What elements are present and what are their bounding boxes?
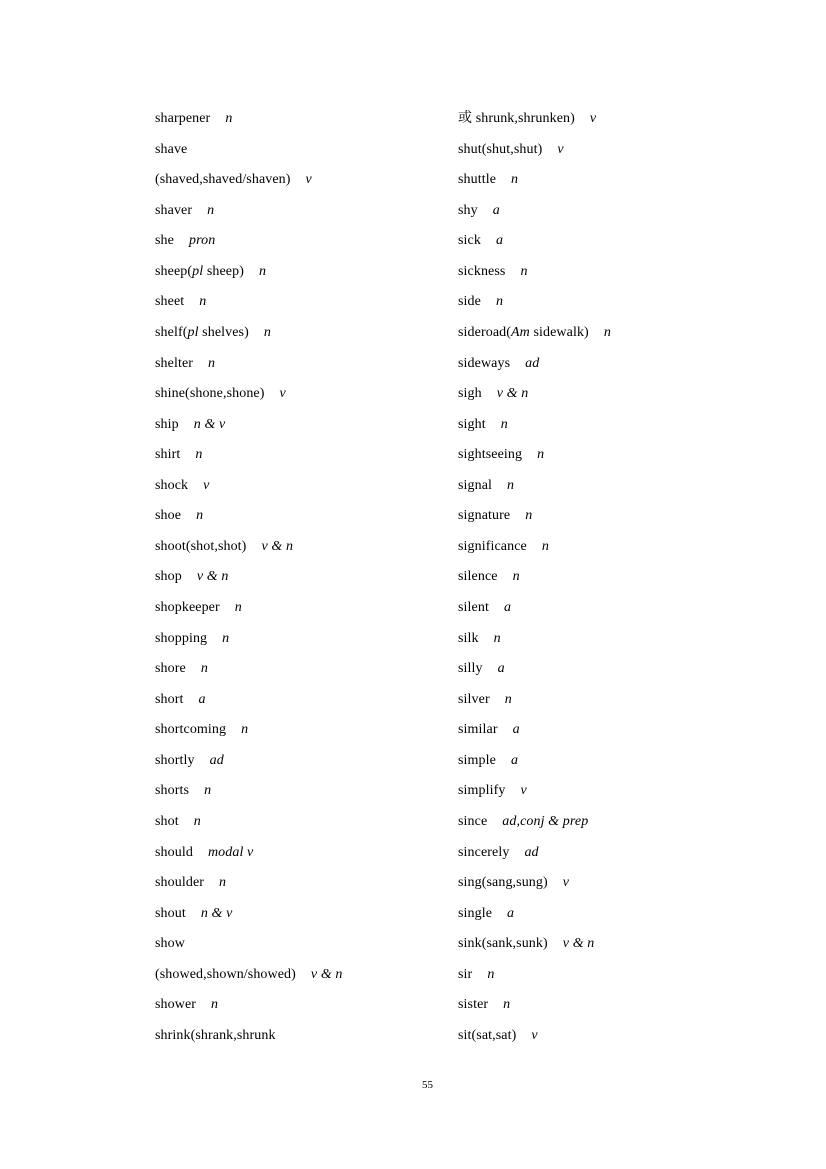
word-text xyxy=(458,356,510,371)
word-segment: shoe xyxy=(155,508,182,524)
word-entry xyxy=(155,899,458,930)
part-of-speech-tag: v & n xyxy=(496,386,529,402)
word-text xyxy=(155,111,210,126)
part-of-speech-tag: n xyxy=(204,783,212,799)
part-of-speech-tag: n xyxy=(208,355,216,371)
word-segment: silent xyxy=(458,600,489,615)
word-entry xyxy=(155,746,458,777)
word-segment: sidewalk) xyxy=(529,324,589,340)
word-entry xyxy=(155,135,458,166)
part-of-speech-tag: n xyxy=(520,263,528,279)
part-of-speech-tag: n xyxy=(511,172,519,188)
word-segment: sir xyxy=(458,966,473,982)
part-of-speech-tag: v xyxy=(557,141,564,157)
word-segment: sit(sat,sat) xyxy=(458,1027,517,1043)
word-text xyxy=(458,936,548,951)
word-entry xyxy=(155,440,458,471)
word-text xyxy=(458,264,505,279)
word-entry xyxy=(155,1021,458,1052)
word-segment: shop xyxy=(155,569,182,585)
part-of-speech-tag: v & n xyxy=(562,936,595,952)
word-segment: shock xyxy=(155,477,189,493)
part-of-speech-tag: ad,conj & prep xyxy=(502,813,589,829)
word-text xyxy=(458,203,478,218)
word-list-column-right xyxy=(458,104,761,1051)
part-of-speech-tag: n & v xyxy=(193,416,226,432)
word-segment: silly xyxy=(458,661,483,677)
part-of-speech-tag: v xyxy=(589,111,597,126)
word-entry xyxy=(155,104,458,135)
word-segment: shine(shone,shone) xyxy=(155,386,265,402)
word-entry xyxy=(155,349,458,380)
word-text xyxy=(155,569,182,584)
part-of-speech-tag: a xyxy=(497,661,505,677)
word-entry xyxy=(458,960,761,991)
word-text xyxy=(155,264,244,279)
part-of-speech-tag: n xyxy=(493,630,501,646)
part-of-speech-tag: ad xyxy=(525,355,540,371)
word-text xyxy=(155,539,246,554)
part-of-speech-tag: ad xyxy=(209,752,224,768)
word-text xyxy=(155,906,186,921)
word-list xyxy=(155,104,795,1051)
word-text xyxy=(155,845,193,860)
word-text xyxy=(458,814,487,829)
word-text xyxy=(155,783,189,798)
word-entry xyxy=(458,471,761,502)
word-text xyxy=(155,325,249,340)
part-of-speech-tag: n xyxy=(541,538,549,554)
word-text xyxy=(458,386,482,401)
word-text xyxy=(458,967,472,982)
part-of-speech-tag: a xyxy=(198,691,206,707)
word-text xyxy=(458,447,522,462)
part-of-speech-tag: n xyxy=(195,447,203,463)
word-segment: sheep) xyxy=(203,263,244,279)
word-segment: shortly xyxy=(155,752,195,768)
word-entry xyxy=(458,501,761,532)
word-segment: sigh xyxy=(458,386,482,402)
word-entry xyxy=(155,532,458,563)
part-of-speech-tag: n xyxy=(225,111,233,126)
word-text xyxy=(155,478,188,493)
word-entry xyxy=(155,593,458,624)
part-of-speech-tag: a xyxy=(492,202,500,218)
word-entry xyxy=(458,624,761,655)
part-of-speech-tag: ad xyxy=(524,844,539,860)
part-of-speech-tag: n xyxy=(241,722,249,738)
word-entry xyxy=(458,379,761,410)
part-of-speech-tag: n xyxy=(525,508,533,524)
word-list-column-left xyxy=(155,104,458,1051)
word-segment: sheep( xyxy=(155,263,193,279)
word-text xyxy=(458,417,486,432)
part-of-speech-tag: v & n xyxy=(261,538,294,554)
word-segment: sincerely xyxy=(458,844,510,860)
word-text xyxy=(458,478,492,493)
word-text xyxy=(155,814,179,829)
word-segment: shoot(shot,shot) xyxy=(155,538,247,554)
word-entry xyxy=(155,226,458,257)
word-segment: sightseeing xyxy=(458,447,523,463)
part-of-speech-tag: n xyxy=(258,263,267,279)
word-entry xyxy=(458,226,761,257)
part-of-speech-tag: v & n xyxy=(310,966,343,982)
part-of-speech-tag: n xyxy=(495,294,504,310)
word-segment: (showed,shown/showed) xyxy=(155,966,296,982)
word-text xyxy=(458,661,483,676)
word-entry xyxy=(155,165,458,196)
word-text xyxy=(155,661,186,676)
part-of-speech-tag: n xyxy=(200,661,208,677)
word-entry xyxy=(155,868,458,899)
word-text xyxy=(155,753,195,768)
word-entry xyxy=(155,318,458,349)
word-entry xyxy=(458,135,761,166)
word-segment: should xyxy=(155,844,193,860)
word-segment: sheet xyxy=(155,294,185,310)
part-of-speech-tag: n xyxy=(500,416,508,432)
word-text xyxy=(155,203,192,218)
word-entry xyxy=(458,776,761,807)
word-segment: show xyxy=(155,936,185,952)
word-entry xyxy=(458,685,761,716)
word-text xyxy=(155,447,180,462)
word-text xyxy=(458,508,510,523)
word-text xyxy=(458,539,527,554)
word-text xyxy=(458,783,505,798)
word-segment: shy xyxy=(458,202,478,218)
part-of-speech-tag: a xyxy=(510,752,519,768)
word-segment: silence xyxy=(458,569,498,585)
word-segment: sing(sang,sung) xyxy=(458,875,548,891)
word-entry xyxy=(155,685,458,716)
word-segment: shelf( xyxy=(155,324,188,340)
word-segment: silver xyxy=(458,691,490,707)
word-entry xyxy=(155,715,458,746)
word-text xyxy=(155,997,196,1012)
word-entry xyxy=(155,471,458,502)
word-entry xyxy=(155,379,458,410)
word-text xyxy=(458,142,542,157)
word-segment: she xyxy=(155,233,174,249)
word-entry xyxy=(458,807,761,838)
word-text xyxy=(458,845,509,860)
word-segment: since xyxy=(458,813,488,829)
part-of-speech-tag: n xyxy=(193,813,201,829)
word-segment: shelter xyxy=(155,355,194,371)
word-segment: sideroad( xyxy=(458,324,511,340)
word-text xyxy=(458,172,496,187)
word-segment: shorts xyxy=(155,783,190,799)
word-entry xyxy=(155,257,458,288)
word-entry xyxy=(155,410,458,441)
word-entry xyxy=(458,532,761,563)
part-of-speech-tag: n xyxy=(263,324,271,340)
word-segment: shoulder xyxy=(155,875,205,891)
word-segment: silk xyxy=(458,630,479,646)
part-of-speech-tag: n xyxy=(512,569,520,585)
word-text xyxy=(458,692,490,707)
word-segment: shut(shut,shut) xyxy=(458,141,543,157)
word-segment: sideways xyxy=(458,355,511,371)
word-segment: shore xyxy=(155,661,186,677)
word-segment: sight xyxy=(458,416,486,432)
part-of-speech-tag: n xyxy=(199,294,207,310)
part-of-speech-tag: v xyxy=(562,875,570,891)
word-entry xyxy=(458,593,761,624)
word-segment: simplify xyxy=(458,783,506,799)
word-text xyxy=(155,1028,276,1043)
part-of-speech-tag: v xyxy=(203,477,210,493)
word-entry xyxy=(458,929,761,960)
word-entry xyxy=(458,838,761,869)
word-abbreviation-italic: pl xyxy=(192,263,204,279)
word-segment: signature xyxy=(458,508,511,524)
word-text xyxy=(458,569,498,584)
word-text xyxy=(458,111,575,126)
part-of-speech-tag: a xyxy=(512,722,520,738)
word-entry xyxy=(458,1021,761,1052)
word-entry xyxy=(155,196,458,227)
part-of-speech-tag: n xyxy=(234,600,242,615)
word-entry xyxy=(458,440,761,471)
part-of-speech-tag: n xyxy=(503,997,511,1013)
word-segment: 或 shrunk,shrunken) xyxy=(458,111,575,126)
word-entry xyxy=(155,807,458,838)
part-of-speech-tag: n xyxy=(507,477,515,493)
word-text xyxy=(155,172,291,187)
word-segment: shower xyxy=(155,997,197,1013)
word-text xyxy=(458,600,489,615)
word-text xyxy=(458,1028,516,1043)
word-segment: sickness xyxy=(458,263,506,279)
word-text xyxy=(155,967,296,982)
word-segment: shopping xyxy=(155,630,208,646)
word-entry xyxy=(458,410,761,441)
part-of-speech-tag: v xyxy=(531,1027,538,1043)
word-entry xyxy=(458,868,761,899)
word-text xyxy=(155,722,226,737)
word-segment: shrink(shrank,shrunk xyxy=(155,1027,276,1043)
part-of-speech-tag: n xyxy=(222,630,230,646)
word-abbreviation-italic: Am xyxy=(511,324,530,340)
word-text xyxy=(458,325,589,340)
part-of-speech-tag: a xyxy=(503,600,512,615)
word-entry xyxy=(458,104,761,135)
word-segment: sister xyxy=(458,997,489,1013)
word-entry xyxy=(458,318,761,349)
part-of-speech-tag: n xyxy=(219,875,227,891)
part-of-speech-tag: modal v xyxy=(207,844,254,860)
word-text xyxy=(155,142,187,157)
word-segment: simple xyxy=(458,752,496,768)
word-text xyxy=(458,631,479,646)
word-segment: shelves) xyxy=(198,324,249,340)
word-segment: single xyxy=(458,905,493,921)
word-entry xyxy=(155,990,458,1021)
word-abbreviation-italic: pl xyxy=(187,324,199,340)
word-text xyxy=(155,294,184,309)
word-entry xyxy=(155,776,458,807)
part-of-speech-tag: n xyxy=(504,691,512,707)
word-entry xyxy=(458,165,761,196)
word-segment: shave xyxy=(155,141,188,157)
word-entry xyxy=(155,287,458,318)
word-entry xyxy=(458,257,761,288)
word-text xyxy=(458,906,492,921)
word-segment: sick xyxy=(458,233,481,249)
word-text xyxy=(155,692,184,707)
part-of-speech-tag: pron xyxy=(188,233,216,249)
word-segment: shuttle xyxy=(458,172,497,188)
word-segment: sharpener xyxy=(155,111,211,126)
part-of-speech-tag: v xyxy=(520,783,527,799)
word-text xyxy=(155,233,174,248)
part-of-speech-tag: v xyxy=(279,386,286,402)
part-of-speech-tag: n xyxy=(211,997,219,1013)
word-text xyxy=(155,600,220,615)
word-segment: short xyxy=(155,691,184,707)
page-number: 55 xyxy=(422,1079,433,1091)
part-of-speech-tag: n xyxy=(603,324,611,340)
word-text xyxy=(155,508,181,523)
word-entry xyxy=(458,562,761,593)
word-segment: shirt xyxy=(155,447,181,463)
word-segment: (shaved,shaved/shaven) xyxy=(155,172,291,188)
word-entry xyxy=(458,654,761,685)
word-entry xyxy=(458,746,761,777)
word-segment: side xyxy=(458,294,481,310)
part-of-speech-tag: n xyxy=(537,447,545,463)
word-text xyxy=(458,753,496,768)
word-segment: shaver xyxy=(155,202,193,218)
word-text xyxy=(458,875,548,890)
word-segment: shout xyxy=(155,905,186,921)
word-entry xyxy=(155,929,458,960)
word-entry xyxy=(458,899,761,930)
word-entry xyxy=(458,196,761,227)
word-text xyxy=(458,233,481,248)
word-segment: sink(sank,sunk) xyxy=(458,936,548,952)
word-text xyxy=(458,722,498,737)
word-entry xyxy=(458,287,761,318)
word-entry xyxy=(155,654,458,685)
word-entry xyxy=(155,624,458,655)
word-segment: shopkeeper xyxy=(155,600,220,615)
part-of-speech-tag: n & v xyxy=(200,905,233,921)
word-segment: similar xyxy=(458,722,498,738)
part-of-speech-tag: n xyxy=(207,202,215,218)
part-of-speech-tag: a xyxy=(507,905,515,921)
word-segment: shot xyxy=(155,813,179,829)
word-text xyxy=(155,631,207,646)
word-text xyxy=(155,386,265,401)
part-of-speech-tag: a xyxy=(495,233,504,249)
word-entry xyxy=(155,562,458,593)
word-entry xyxy=(458,990,761,1021)
word-text xyxy=(155,356,193,371)
word-segment: significance xyxy=(458,538,527,554)
part-of-speech-tag: v xyxy=(305,172,312,188)
word-segment: ship xyxy=(155,416,179,432)
word-entry xyxy=(458,715,761,746)
word-text xyxy=(458,294,481,309)
word-entry xyxy=(458,349,761,380)
word-text xyxy=(458,997,488,1012)
word-segment: shortcoming xyxy=(155,722,227,738)
part-of-speech-tag: n xyxy=(196,508,204,524)
part-of-speech-tag: v & n xyxy=(196,569,229,585)
word-text xyxy=(155,936,185,951)
part-of-speech-tag: n xyxy=(487,966,495,982)
word-text xyxy=(155,875,204,890)
word-entry xyxy=(155,960,458,991)
word-segment: signal xyxy=(458,477,493,493)
word-text xyxy=(155,417,179,432)
word-entry xyxy=(155,838,458,869)
word-entry xyxy=(155,501,458,532)
